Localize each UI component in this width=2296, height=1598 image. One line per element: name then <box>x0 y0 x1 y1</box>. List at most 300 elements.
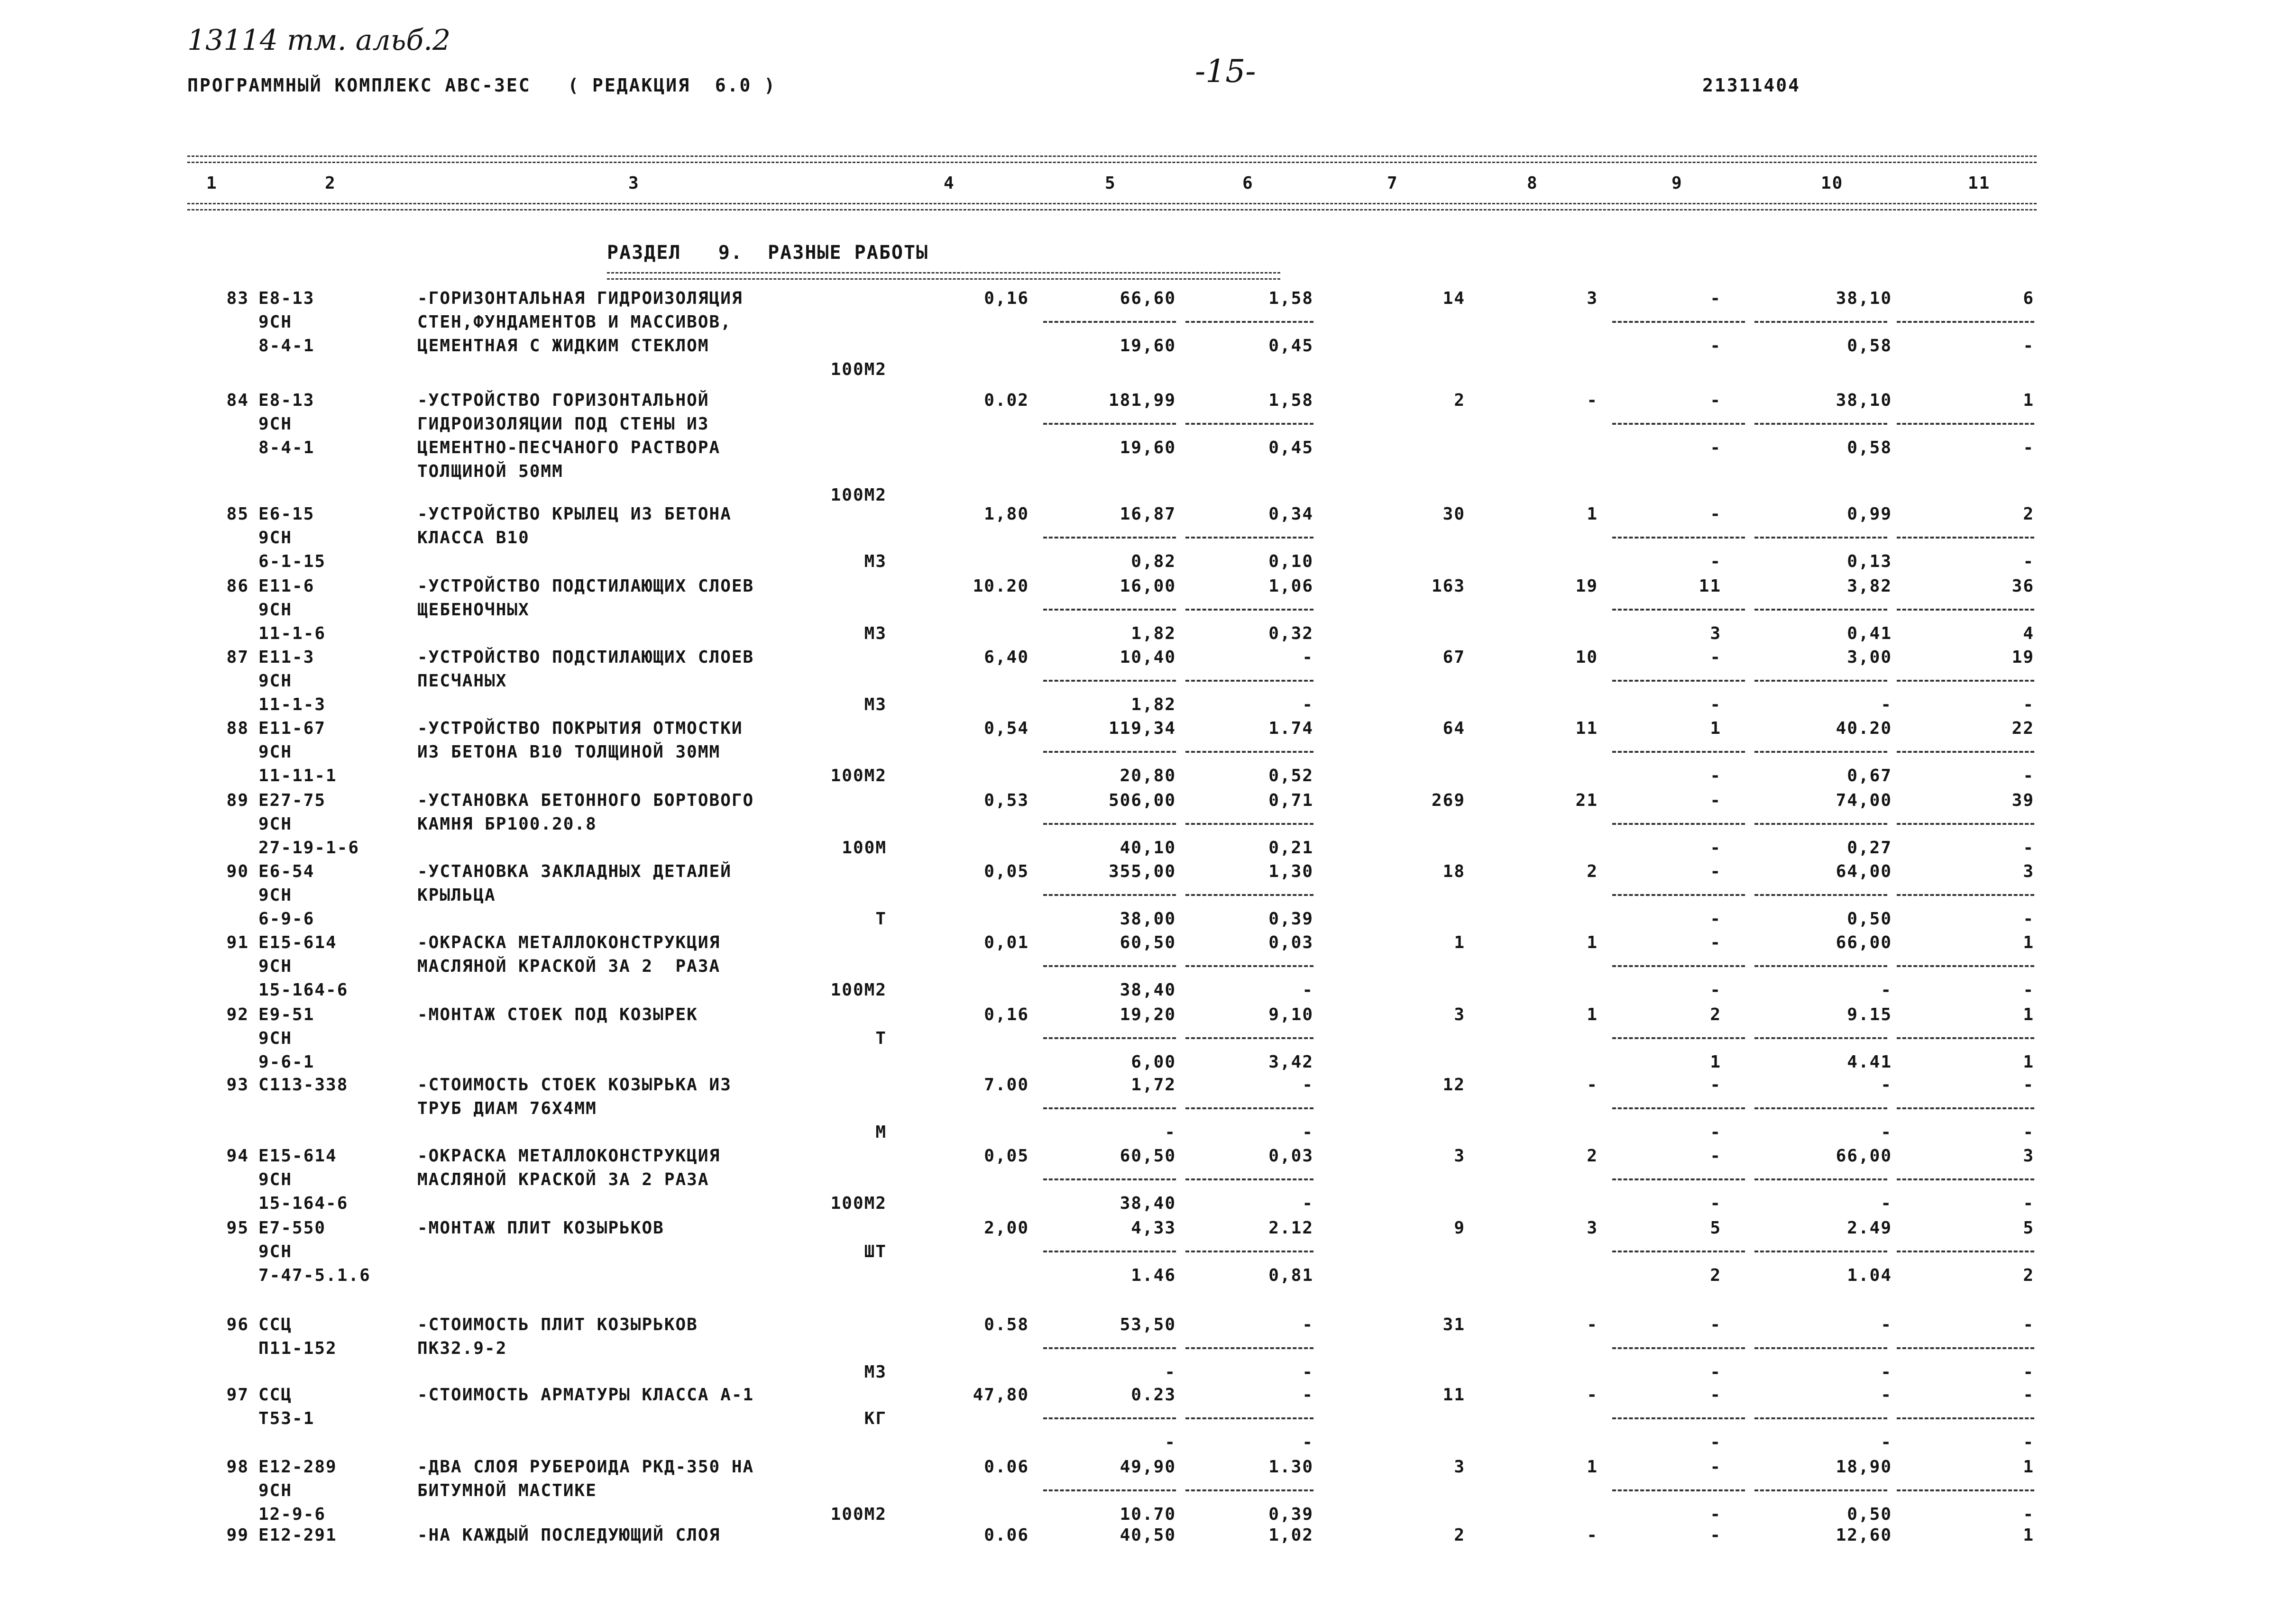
work-description: -УСТРОЙСТВО ПОДСТИЛАЮЩИХ СЛОЕВ <box>417 648 754 667</box>
total-cost: 67 <box>1442 648 1465 667</box>
row-number: 92 <box>226 1005 249 1024</box>
labor-hours-total-bottom: 1 <box>2023 1052 2034 1072</box>
labor-hours-unit-top: 74,00 <box>1836 791 1892 810</box>
cell-divider <box>1043 1489 1176 1491</box>
labor-cost-bottom: 3 <box>1710 624 1721 643</box>
unit-of-measure: ШТ <box>864 1242 887 1261</box>
unit-price-bottom: 38,40 <box>1120 980 1176 1000</box>
quantity: 1,80 <box>984 504 1029 524</box>
labor-cost-top: - <box>1710 1315 1721 1334</box>
cell-divider <box>1612 894 1745 896</box>
rate-code: 9СН <box>258 414 293 434</box>
wages-total: 21 <box>1575 791 1598 810</box>
cell-divider <box>1754 423 1887 425</box>
total-cost: 163 <box>1431 576 1465 596</box>
rate-code: П11-152 <box>258 1339 337 1358</box>
machine-cost-top: - <box>1302 648 1313 667</box>
labor-hours-total-bottom: - <box>2023 552 2034 571</box>
labor-cost-bottom: - <box>1710 1433 1721 1452</box>
rate-code: Е15-614 <box>258 1146 337 1166</box>
labor-hours-unit-bottom: - <box>1881 1362 1892 1382</box>
program-title: ПРОГРАММНЫЙ КОМПЛЕКС АВС-3ЕС ( РЕДАКЦИЯ 6.0 ) <box>187 75 777 96</box>
cell-divider <box>1043 1178 1176 1180</box>
labor-cost-bottom: - <box>1710 336 1721 356</box>
cell-divider <box>1185 1178 1313 1180</box>
quantity: 6,40 <box>984 648 1029 667</box>
machine-cost-top: 1,06 <box>1268 576 1313 596</box>
labor-hours-total-bottom: - <box>2023 766 2034 785</box>
unit-of-measure: 100М2 <box>830 360 887 379</box>
cell-divider <box>1897 1347 2034 1349</box>
labor-hours-total-top: - <box>2023 1315 2034 1334</box>
section-title-underline <box>607 272 1280 280</box>
cell-divider <box>1754 894 1887 896</box>
cell-divider <box>1897 1489 2034 1491</box>
labor-cost-top: - <box>1710 1075 1721 1095</box>
labor-hours-total-bottom: - <box>2023 695 2034 714</box>
cell-divider <box>1043 1251 1176 1252</box>
rate-code: 15-164-6 <box>258 980 349 1000</box>
labor-hours-unit-bottom: 1.04 <box>1847 1266 1892 1285</box>
labor-cost-top: - <box>1710 391 1721 410</box>
quantity: 0,16 <box>984 289 1029 308</box>
unit-of-measure: КГ <box>864 1409 887 1428</box>
unit-price-top: 355,00 <box>1108 862 1176 881</box>
rate-code: 6-1-15 <box>258 552 326 571</box>
machine-cost-bottom: 3,42 <box>1268 1052 1313 1072</box>
table-top-rule <box>187 155 2037 163</box>
cell-divider <box>1754 751 1887 753</box>
document-code: 21311404 <box>1702 75 1801 96</box>
cell-divider <box>1612 609 1745 611</box>
column-header-rule <box>187 203 2037 210</box>
machine-cost-top: 0,03 <box>1268 933 1313 952</box>
quantity: 0,05 <box>984 1146 1029 1166</box>
unit-of-measure: М <box>875 1123 887 1142</box>
labor-hours-unit-bottom: 4.41 <box>1847 1052 1892 1072</box>
cell-divider <box>1185 751 1313 753</box>
row-number: 98 <box>226 1457 249 1477</box>
labor-hours-unit-bottom: - <box>1881 1123 1892 1142</box>
labor-hours-total-top: 1 <box>2023 1457 2034 1477</box>
total-cost: 2 <box>1454 391 1465 410</box>
work-description: ЦЕМЕНТНО-ПЕСЧАНОГО РАСТВОРА <box>417 438 721 457</box>
unit-of-measure: Т <box>875 909 887 929</box>
cell-divider <box>1612 965 1745 967</box>
unit-price-top: 60,50 <box>1120 933 1176 952</box>
unit-price-top: 16,00 <box>1120 576 1176 596</box>
labor-cost-top: 2 <box>1710 1005 1721 1024</box>
unit-price-top: 53,50 <box>1120 1315 1176 1334</box>
cell-divider <box>1043 680 1176 682</box>
labor-hours-total-top: 5 <box>2023 1218 2034 1238</box>
machine-cost-top: - <box>1302 1075 1313 1095</box>
unit-price-top: 66,60 <box>1120 289 1176 308</box>
work-description: -ГОРИЗОНТАЛЬНАЯ ГИДРОИЗОЛЯЦИЯ <box>417 289 743 308</box>
work-description: -НА КАЖДЫЙ ПОСЛЕДУЮЩИЙ СЛОЯ <box>417 1525 721 1545</box>
rate-code: 11-1-3 <box>258 695 326 714</box>
column-header-9: 9 <box>1671 173 1683 193</box>
work-description: -СТОИМОСТЬ АРМАТУРЫ КЛАССА А-1 <box>417 1385 754 1405</box>
labor-cost-bottom: - <box>1710 1505 1721 1524</box>
cell-divider <box>1043 965 1176 967</box>
machine-cost-bottom: 0,39 <box>1268 909 1313 929</box>
unit-price-bottom: 40,10 <box>1120 838 1176 858</box>
labor-cost-top: - <box>1710 289 1721 308</box>
machine-cost-top: 0,71 <box>1268 791 1313 810</box>
cell-divider <box>1043 609 1176 611</box>
cell-divider <box>1185 1037 1313 1039</box>
unit-of-measure: М3 <box>864 695 887 714</box>
row-number: 97 <box>226 1385 249 1405</box>
wages-total: - <box>1587 1385 1598 1405</box>
work-description: СТЕН,ФУНДАМЕНТОВ И МАССИВОВ, <box>417 312 732 332</box>
labor-cost-bottom: 1 <box>1710 1052 1721 1072</box>
quantity: 0.58 <box>984 1315 1029 1334</box>
labor-hours-unit-top: - <box>1881 1385 1892 1405</box>
rate-code: 9СН <box>258 671 293 691</box>
machine-cost-top: 0,03 <box>1268 1146 1313 1166</box>
work-description: -ОКРАСКА МЕТАЛЛОКОНСТРУКЦИЯ <box>417 1146 721 1166</box>
cell-divider <box>1612 1107 1745 1109</box>
work-description: -УСТРОЙСТВО КРЫЛЕЦ ИЗ БЕТОНА <box>417 504 732 524</box>
labor-hours-total-bottom: - <box>2023 838 2034 858</box>
unit-price-bottom: 10.70 <box>1120 1505 1176 1524</box>
labor-hours-unit-top: 3,00 <box>1847 648 1892 667</box>
rate-code: Е11-6 <box>258 576 315 596</box>
wages-total: 2 <box>1587 1146 1598 1166</box>
wages-total: - <box>1587 391 1598 410</box>
cell-divider <box>1754 1347 1887 1349</box>
labor-hours-unit-bottom: - <box>1881 1194 1892 1213</box>
labor-cost-top: 5 <box>1710 1218 1721 1238</box>
cell-divider <box>1185 423 1313 425</box>
wages-total: - <box>1587 1075 1598 1095</box>
work-description: МАСЛЯНОЙ КРАСКОЙ ЗА 2 РАЗА <box>417 1170 709 1189</box>
cell-divider <box>1612 1417 1745 1419</box>
rate-code: Е15-614 <box>258 933 337 952</box>
machine-cost-top: - <box>1302 1315 1313 1334</box>
labor-hours-unit-top: - <box>1881 1315 1892 1334</box>
work-description: ПЕСЧАНЫХ <box>417 671 507 691</box>
unit-price-bottom: 38,40 <box>1120 1194 1176 1213</box>
labor-hours-total-top: 2 <box>2023 504 2034 524</box>
work-description: МАСЛЯНОЙ КРАСКОЙ ЗА 2 РАЗА <box>417 957 721 976</box>
wages-total: 3 <box>1587 1218 1598 1238</box>
work-description: КРЫЛЬЦА <box>417 886 496 905</box>
cell-divider <box>1897 894 2034 896</box>
cell-divider <box>1185 894 1313 896</box>
labor-cost-top: - <box>1710 1385 1721 1405</box>
unit-price-top: 19,20 <box>1120 1005 1176 1024</box>
work-description: -МОНТАЖ ПЛИТ КОЗЫРЬКОВ <box>417 1218 664 1238</box>
rate-code: 9СН <box>258 1029 293 1048</box>
cell-divider <box>1185 1107 1313 1109</box>
cell-divider <box>1754 680 1887 682</box>
machine-cost-top: 0,34 <box>1268 504 1313 524</box>
cell-divider <box>1612 1178 1745 1180</box>
machine-cost-bottom: - <box>1302 980 1313 1000</box>
rate-code: Е7-550 <box>258 1218 326 1238</box>
rate-code: 11-11-1 <box>258 766 337 785</box>
labor-hours-total-top: 22 <box>2011 719 2034 738</box>
wages-total: 1 <box>1587 1457 1598 1477</box>
cell-divider <box>1185 1347 1313 1349</box>
total-cost: 31 <box>1442 1315 1465 1334</box>
labor-hours-unit-top: 38,10 <box>1836 289 1892 308</box>
cell-divider <box>1612 321 1745 323</box>
cell-divider <box>1612 751 1745 753</box>
machine-cost-bottom: 0,10 <box>1268 552 1313 571</box>
labor-cost-bottom: - <box>1710 1362 1721 1382</box>
rate-code: Е6-54 <box>258 862 315 881</box>
labor-hours-unit-bottom: 0,27 <box>1847 838 1892 858</box>
labor-cost-top: - <box>1710 1457 1721 1477</box>
cell-divider <box>1754 321 1887 323</box>
unit-price-top: 0.23 <box>1131 1385 1176 1405</box>
page-number: -15- <box>1195 53 1256 90</box>
rate-code: Е27-75 <box>258 791 326 810</box>
work-description: КЛАССА В10 <box>417 528 530 548</box>
labor-cost-bottom: - <box>1710 909 1721 929</box>
labor-hours-unit-top: 38,10 <box>1836 391 1892 410</box>
total-cost: 11 <box>1442 1385 1465 1405</box>
rate-code: 8-4-1 <box>258 438 315 457</box>
row-number: 86 <box>226 576 249 596</box>
unit-price-bottom: - <box>1165 1433 1176 1452</box>
column-header-6: 6 <box>1242 173 1254 193</box>
cell-divider <box>1185 609 1313 611</box>
wages-total: 10 <box>1575 648 1598 667</box>
labor-cost-bottom: 2 <box>1710 1266 1721 1285</box>
quantity: 0,53 <box>984 791 1029 810</box>
labor-hours-unit-bottom: 0,58 <box>1847 438 1892 457</box>
unit-price-bottom: 1.46 <box>1131 1266 1176 1285</box>
labor-hours-total-top: 3 <box>2023 1146 2034 1166</box>
labor-hours-total-top: 19 <box>2011 648 2034 667</box>
rate-code: 9СН <box>258 1242 293 1261</box>
section-title: РАЗДЕЛ 9. РАЗНЫЕ РАБОТЫ <box>607 242 929 264</box>
labor-cost-top: 11 <box>1699 576 1721 596</box>
rate-code: 15-164-6 <box>258 1194 349 1213</box>
machine-cost-bottom: - <box>1302 1362 1313 1382</box>
cell-divider <box>1897 423 2034 425</box>
labor-cost-top: 1 <box>1710 719 1721 738</box>
cell-divider <box>1897 965 2034 967</box>
quantity: 0.06 <box>984 1525 1029 1545</box>
unit-price-bottom: 0,82 <box>1131 552 1176 571</box>
machine-cost-bottom: 0,45 <box>1268 438 1313 457</box>
labor-cost-top: - <box>1710 791 1721 810</box>
rate-code: 9СН <box>258 600 293 620</box>
wages-total: 3 <box>1587 289 1598 308</box>
work-description: КАМНЯ БР100.20.8 <box>417 814 597 834</box>
machine-cost-bottom: - <box>1302 695 1313 714</box>
rate-code: Е11-67 <box>258 719 326 738</box>
work-description: ГИДРОИЗОЛЯЦИИ ПОД СТЕНЫ ИЗ <box>417 414 709 434</box>
cell-divider <box>1612 1251 1745 1252</box>
wages-total: 1 <box>1587 933 1598 952</box>
rate-code: Е12-289 <box>258 1457 337 1477</box>
unit-of-measure: 100М2 <box>830 485 887 505</box>
cell-divider <box>1043 1417 1176 1419</box>
row-number: 99 <box>226 1525 249 1545</box>
total-cost: 14 <box>1442 289 1465 308</box>
cell-divider <box>1612 423 1745 425</box>
unit-price-top: 119,34 <box>1108 719 1176 738</box>
rate-code: 9СН <box>258 528 293 548</box>
labor-hours-unit-top: 64,00 <box>1836 862 1892 881</box>
cell-divider <box>1754 1107 1887 1109</box>
unit-of-measure: 100М <box>842 838 887 858</box>
quantity: 7.00 <box>984 1075 1029 1095</box>
machine-cost-top: 1.74 <box>1268 719 1313 738</box>
total-cost: 3 <box>1454 1457 1465 1477</box>
cell-divider <box>1612 1489 1745 1491</box>
quantity: 10.20 <box>973 576 1029 596</box>
cell-divider <box>1185 680 1313 682</box>
row-number: 85 <box>226 504 249 524</box>
work-description: ИЗ БЕТОНА В10 ТОЛЩИНОЙ 30ММ <box>417 742 721 762</box>
labor-hours-unit-bottom: 0,50 <box>1847 909 1892 929</box>
cell-divider <box>1897 1037 2034 1039</box>
machine-cost-bottom: 0,32 <box>1268 624 1313 643</box>
column-header-3: 3 <box>628 173 640 193</box>
cell-divider <box>1754 1037 1887 1039</box>
unit-price-bottom: 1,82 <box>1131 624 1176 643</box>
wages-total: 1 <box>1587 1005 1598 1024</box>
cell-divider <box>1043 1107 1176 1109</box>
labor-hours-unit-bottom: - <box>1881 980 1892 1000</box>
machine-cost-bottom: 0,45 <box>1268 336 1313 356</box>
cell-divider <box>1897 537 2034 539</box>
labor-hours-total-bottom: 4 <box>2023 624 2034 643</box>
cell-divider <box>1612 680 1745 682</box>
work-description: ТОЛЩИНОЙ 50ММ <box>417 462 563 481</box>
work-description: -ОКРАСКА МЕТАЛЛОКОНСТРУКЦИЯ <box>417 933 721 952</box>
quantity: 0,54 <box>984 719 1029 738</box>
column-header-1: 1 <box>206 173 218 193</box>
row-number: 93 <box>226 1075 249 1095</box>
rate-code: Е9-51 <box>258 1005 315 1024</box>
labor-hours-unit-top: 3,82 <box>1847 576 1892 596</box>
wages-total: - <box>1587 1315 1598 1334</box>
rate-code: 9СН <box>258 1481 293 1500</box>
cell-divider <box>1612 823 1745 825</box>
labor-cost-top: - <box>1710 1525 1721 1545</box>
total-cost: 2 <box>1454 1525 1465 1545</box>
labor-hours-unit-bottom: 0,41 <box>1847 624 1892 643</box>
quantity: 2,00 <box>984 1218 1029 1238</box>
machine-cost-bottom: - <box>1302 1433 1313 1452</box>
work-description: ЩЕБЕНОЧНЫХ <box>417 600 530 620</box>
unit-price-bottom: 1,82 <box>1131 695 1176 714</box>
row-number: 96 <box>226 1315 249 1334</box>
column-header-10: 10 <box>1821 173 1844 193</box>
row-number: 94 <box>226 1146 249 1166</box>
machine-cost-bottom: 0,81 <box>1268 1266 1313 1285</box>
machine-cost-bottom: - <box>1302 1194 1313 1213</box>
unit-price-top: 60,50 <box>1120 1146 1176 1166</box>
rate-code: Е11-3 <box>258 648 315 667</box>
cell-divider <box>1612 537 1745 539</box>
rate-code: 11-1-6 <box>258 624 326 643</box>
labor-hours-total-top: 3 <box>2023 862 2034 881</box>
labor-hours-unit-bottom: - <box>1881 695 1892 714</box>
quantity: 0,01 <box>984 933 1029 952</box>
rate-code: ССЦ <box>258 1385 293 1405</box>
wages-total: - <box>1587 1525 1598 1545</box>
cell-divider <box>1897 680 2034 682</box>
labor-hours-total-top: 1 <box>2023 1525 2034 1545</box>
labor-cost-bottom: - <box>1710 1123 1721 1142</box>
rate-code: С113-338 <box>258 1075 349 1095</box>
work-description: -УСТАНОВКА ЗАКЛАДНЫХ ДЕТАЛЕЙ <box>417 862 732 881</box>
column-header-2: 2 <box>325 173 336 193</box>
rate-code: 9СН <box>258 312 293 332</box>
rate-code: 8-4-1 <box>258 336 315 356</box>
row-number: 95 <box>226 1218 249 1238</box>
machine-cost-top: 1,30 <box>1268 862 1313 881</box>
unit-price-bottom: 6,00 <box>1131 1052 1176 1072</box>
rate-code: 9-6-1 <box>258 1052 315 1072</box>
labor-cost-top: - <box>1710 933 1721 952</box>
rate-code: Е8-13 <box>258 391 315 410</box>
cell-divider <box>1043 751 1176 753</box>
labor-hours-unit-top: - <box>1881 1075 1892 1095</box>
total-cost: 9 <box>1454 1218 1465 1238</box>
labor-cost-bottom: - <box>1710 1194 1721 1213</box>
rate-code: 9СН <box>258 742 293 762</box>
machine-cost-top: 1,58 <box>1268 391 1313 410</box>
unit-of-measure: М3 <box>864 552 887 571</box>
work-description: -УСТРОЙСТВО ПОКРЫТИЯ ОТМОСТКИ <box>417 719 743 738</box>
row-number: 84 <box>226 391 249 410</box>
wages-total: 19 <box>1575 576 1598 596</box>
row-number: 88 <box>226 719 249 738</box>
quantity: 0.02 <box>984 391 1029 410</box>
labor-hours-unit-top: 66,00 <box>1836 933 1892 952</box>
total-cost: 3 <box>1454 1146 1465 1166</box>
labor-cost-top: - <box>1710 504 1721 524</box>
unit-price-top: 16,87 <box>1120 504 1176 524</box>
cell-divider <box>1897 1107 2034 1109</box>
cell-divider <box>1185 965 1313 967</box>
unit-of-measure: М3 <box>864 624 887 643</box>
quantity: 47,80 <box>973 1385 1029 1405</box>
cell-divider <box>1897 751 2034 753</box>
rate-code: 9СН <box>258 814 293 834</box>
work-description: -МОНТАЖ СТОЕК ПОД КОЗЫРЕК <box>417 1005 698 1024</box>
labor-hours-total-bottom: - <box>2023 1505 2034 1524</box>
cell-divider <box>1185 823 1313 825</box>
labor-hours-unit-bottom: 0,50 <box>1847 1505 1892 1524</box>
machine-cost-top: 1,58 <box>1268 289 1313 308</box>
work-description: БИТУМНОЙ МАСТИКЕ <box>417 1481 597 1500</box>
quantity: 0.06 <box>984 1457 1029 1477</box>
cell-divider <box>1754 965 1887 967</box>
column-header-4: 4 <box>944 173 955 193</box>
cell-divider <box>1185 1251 1313 1252</box>
cell-divider <box>1754 1178 1887 1180</box>
machine-cost-bottom: 0,39 <box>1268 1505 1313 1524</box>
rate-code: Е12-291 <box>258 1525 337 1545</box>
labor-cost-bottom: - <box>1710 552 1721 571</box>
labor-cost-bottom: - <box>1710 695 1721 714</box>
machine-cost-top: - <box>1302 1385 1313 1405</box>
cell-divider <box>1612 1347 1745 1349</box>
labor-hours-total-bottom: 2 <box>2023 1266 2034 1285</box>
